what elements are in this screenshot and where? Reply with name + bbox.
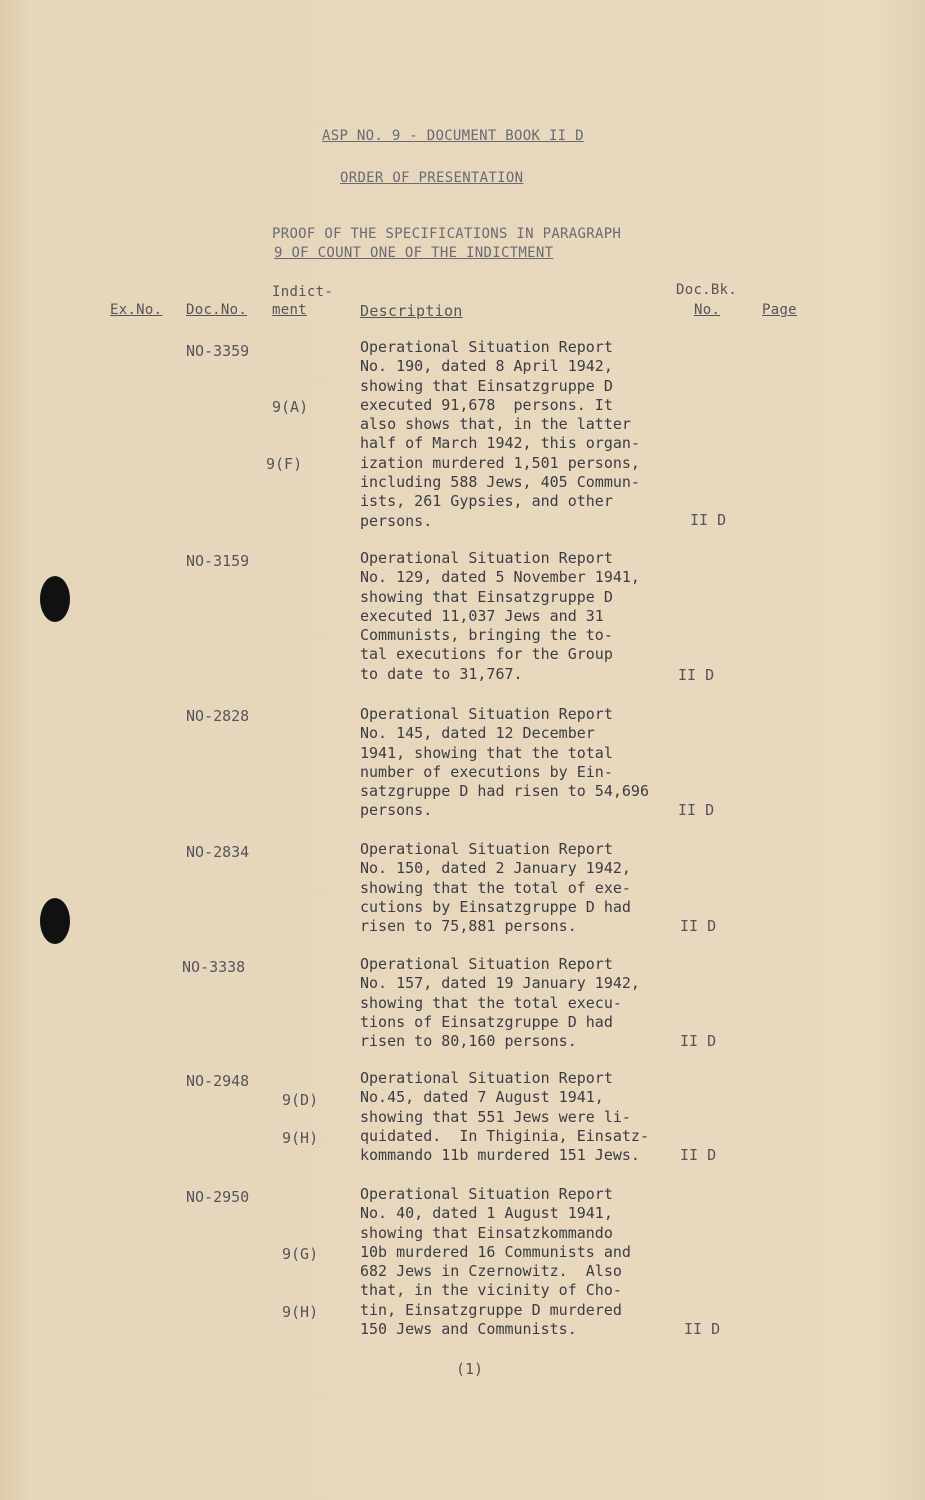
doc-number: NO-3338 xyxy=(182,958,246,976)
indictment-ref: 9(F) xyxy=(266,455,303,473)
document-title: ASP NO. 9 - DOCUMENT BOOK II D xyxy=(322,128,584,144)
doc-number: NO-3359 xyxy=(186,342,250,360)
punch-hole xyxy=(40,576,70,622)
doc-number: NO-2950 xyxy=(186,1188,250,1206)
indictment-ref: 9(D) xyxy=(282,1091,319,1109)
column-header-doc-no: Doc.No. xyxy=(186,302,248,318)
column-header-page: Page xyxy=(762,302,797,318)
doc-number: NO-3159 xyxy=(186,552,250,570)
entry-description: Operational Situation Report No. 150, dated 2 January 1942, showing that the total of exe- cutions by Einsatzgruppe D had risen to 75,881 persons. xyxy=(360,840,631,936)
indictment-ref: 9(H) xyxy=(282,1129,319,1147)
doc-book-number: II D xyxy=(680,1146,717,1164)
doc-book-number: II D xyxy=(680,1032,717,1050)
column-header-ex-no: Ex.No. xyxy=(110,302,163,318)
page-number: (1) xyxy=(456,1360,484,1378)
entry-description: Operational Situation Report No. 40, dated 1 August 1941, showing that Einsatzkommando 10b murdered 16 Communists and 682 Jews in Czernowitz. Also that, in the vicinity of Cho- tin, Einsatzgruppe D murdered 150 Jews and Communists. xyxy=(360,1185,631,1339)
doc-number: NO-2828 xyxy=(186,707,250,725)
column-header-doc-bk-1: Doc.Bk. xyxy=(676,282,738,298)
section-heading-line2: 9 OF COUNT ONE OF THE INDICTMENT xyxy=(274,245,554,261)
column-header-description: Description xyxy=(360,302,463,320)
entry-description: Operational Situation Report No. 145, dated 12 December 1941, showing that the total number of executions by Ein- satzgruppe D had risen to 54,696 persons. xyxy=(360,705,649,820)
section-heading-line1: PROOF OF THE SPECIFICATIONS IN PARAGRAPH xyxy=(272,226,622,242)
doc-book-number: II D xyxy=(690,511,727,529)
indictment-ref: 9(H) xyxy=(282,1303,319,1321)
punch-hole xyxy=(40,898,70,944)
entry-description: Operational Situation Report No. 129, dated 5 November 1941, showing that Einsatzgruppe D executed 11,037 Jews and 31 Communists, bringing the to- tal executions for the Group to date to 31,767. xyxy=(360,549,640,683)
entry-description: Operational Situation Report No.45, dated 7 August 1941, showing that 551 Jews were li- quidated. In Thiginia, Einsatz- kommando 11b murdered 151 Jews. xyxy=(360,1069,649,1165)
column-header-indictment-2: ment xyxy=(272,302,307,318)
indictment-ref: 9(G) xyxy=(282,1245,319,1263)
entry-description: Operational Situation Report No. 190, dated 8 April 1942, showing that Einsatzgruppe D executed 91,678 persons. It also shows that, in the latter half of March 1942, this organ- ization murdered 1,501 persons, including 588 Jews, 405 Commun- ists, 261 Gypsies, and other persons. xyxy=(360,338,640,530)
doc-book-number: II D xyxy=(684,1320,721,1338)
column-header-indictment-1: Indict- xyxy=(272,284,334,300)
column-header-doc-bk-2: No. xyxy=(694,302,721,318)
doc-number: NO-2948 xyxy=(186,1072,250,1090)
doc-book-number: II D xyxy=(678,801,715,819)
indictment-ref: 9(A) xyxy=(272,398,309,416)
doc-number: NO-2834 xyxy=(186,843,250,861)
doc-book-number: II D xyxy=(680,917,717,935)
document-subtitle: ORDER OF PRESENTATION xyxy=(340,170,524,186)
doc-book-number: II D xyxy=(678,666,715,684)
entry-description: Operational Situation Report No. 157, dated 19 January 1942, showing that the total execu- tions of Einsatzgruppe D had risen to 80,160 persons. xyxy=(360,955,640,1051)
